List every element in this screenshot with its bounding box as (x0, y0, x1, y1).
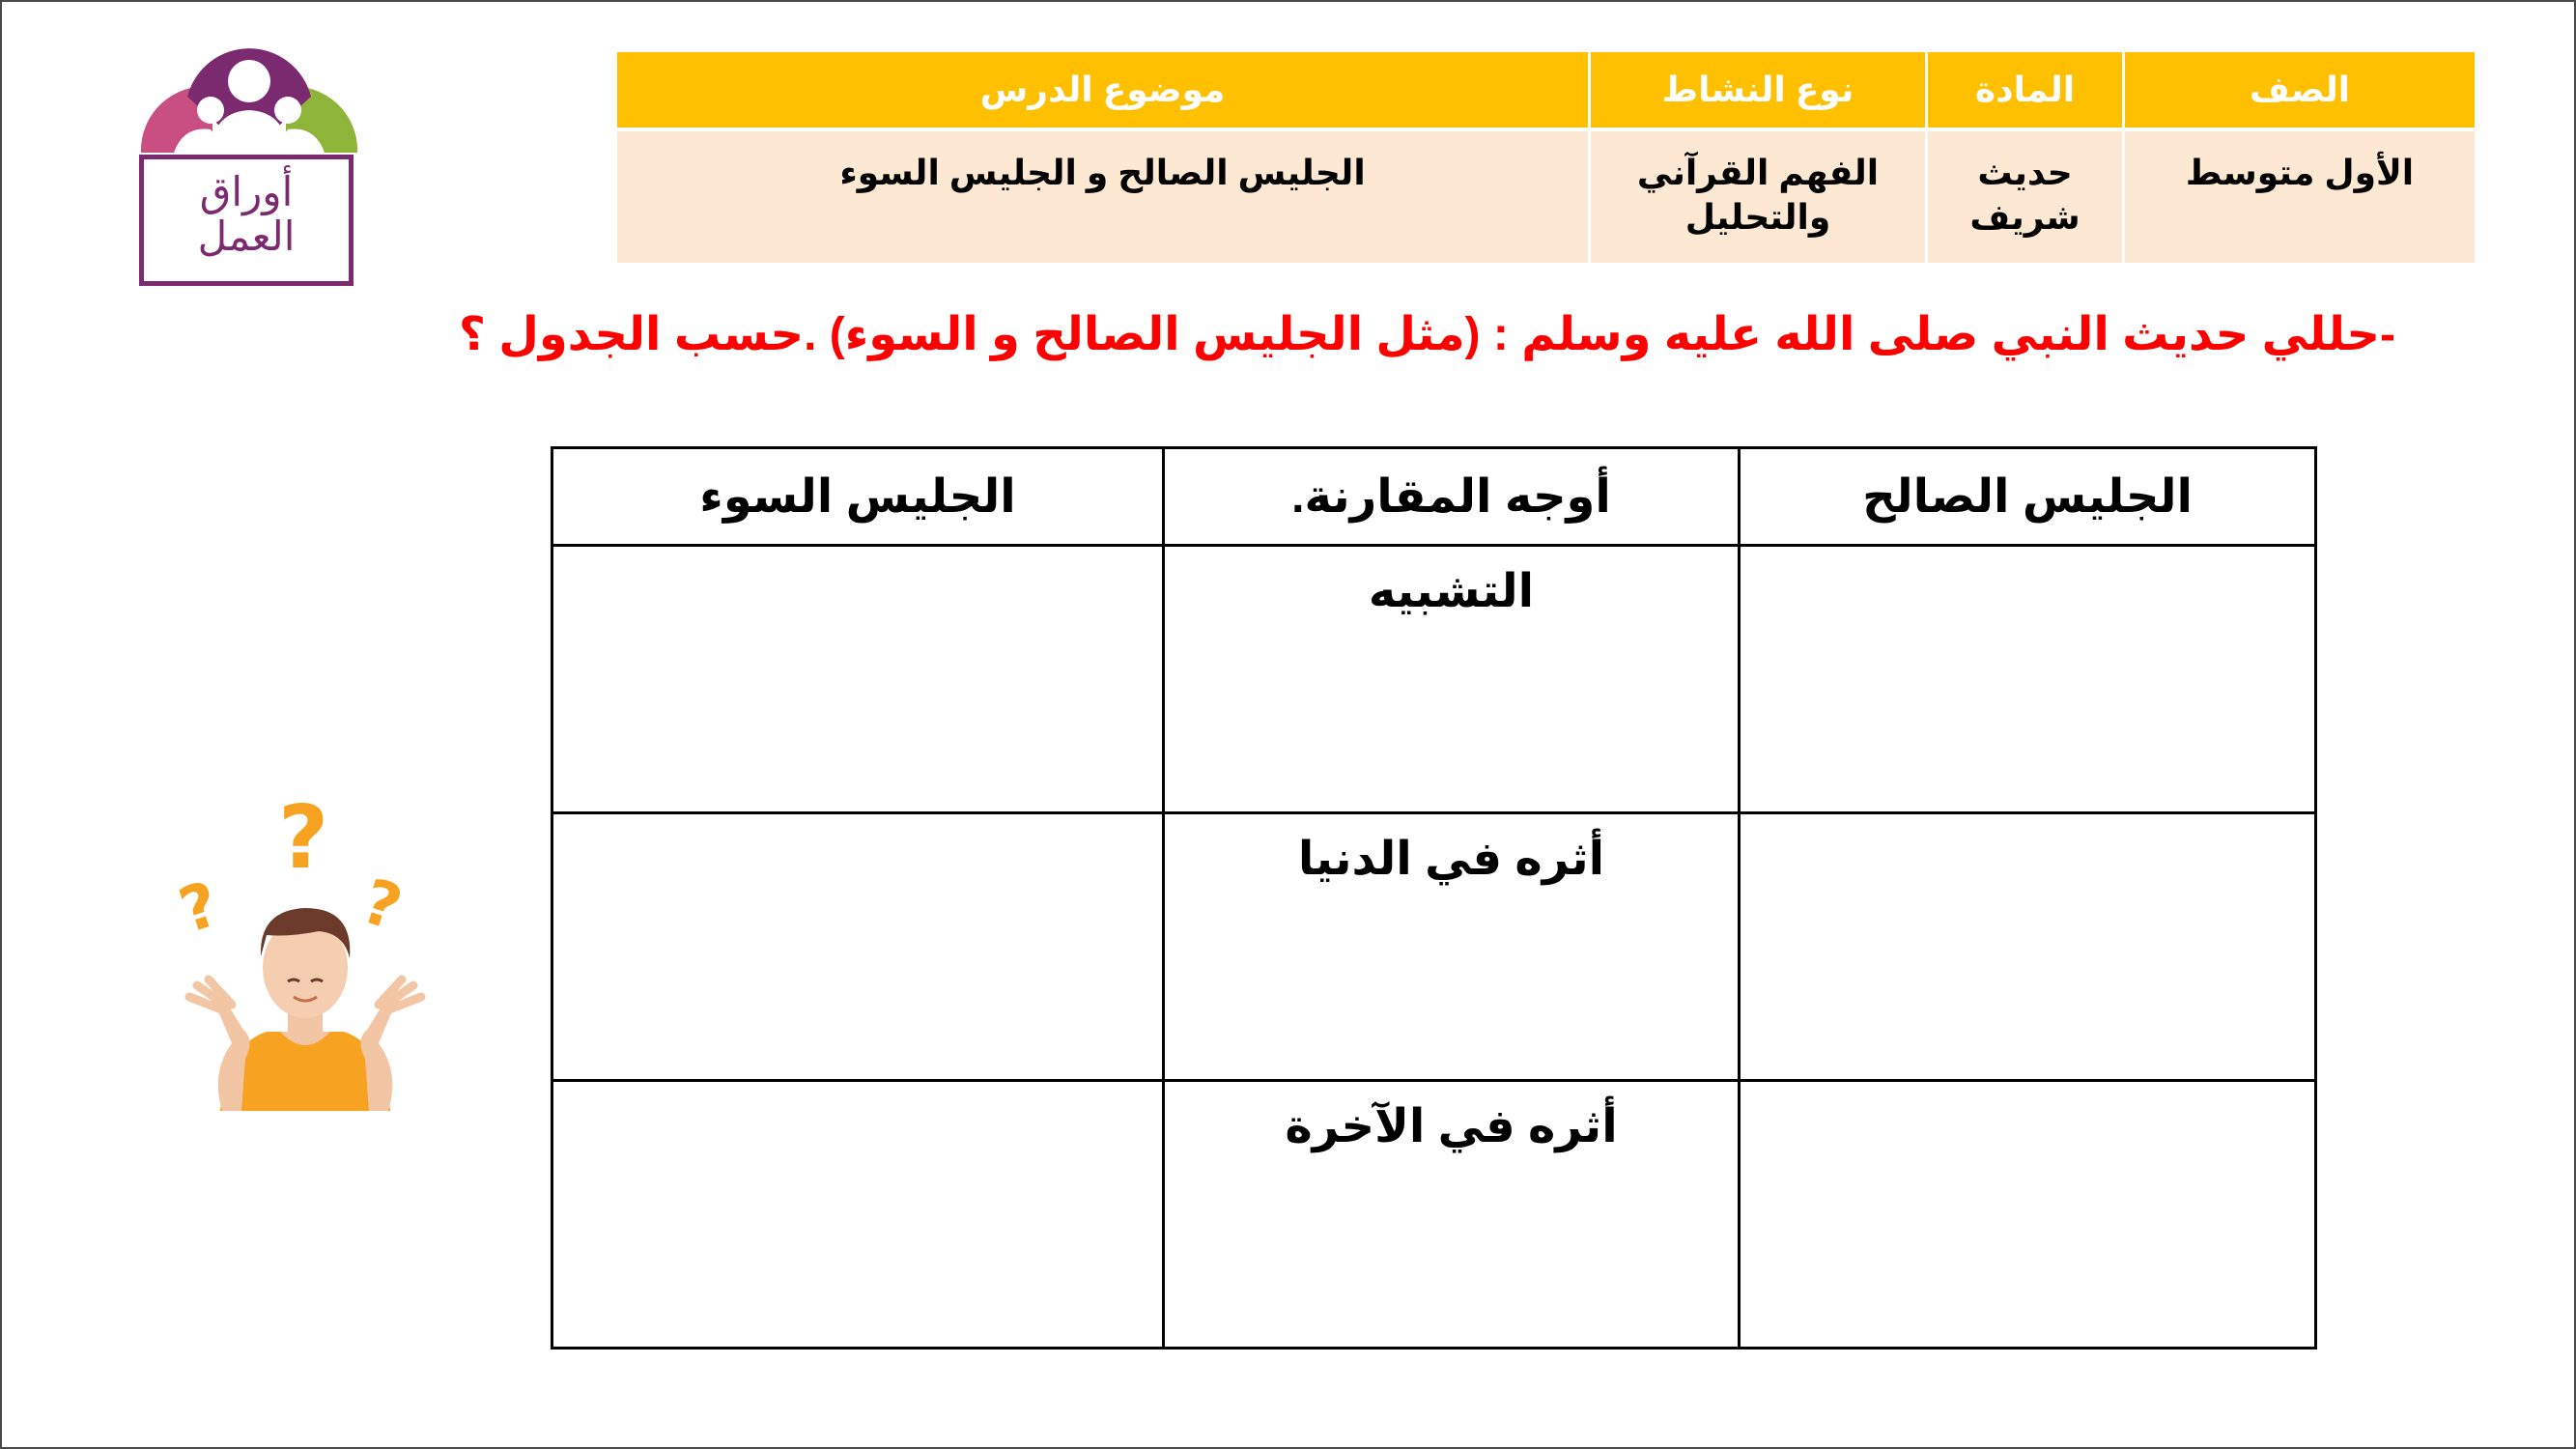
header-grade: الصف (2124, 52, 2477, 129)
value-activity-line1: الفهم القرآني (1636, 153, 1880, 192)
value-subject-line1: حديث (1977, 153, 2073, 192)
good-cell-1[interactable] (1740, 546, 2316, 813)
question-mark-icon: ? (278, 792, 329, 889)
question-mark-icon: ? (174, 868, 228, 949)
logo-box (139, 155, 354, 286)
value-grade: الأول متوسط (2124, 129, 2477, 263)
aspect-cell-2: أثره في الدنيا (1164, 813, 1740, 1081)
bad-cell-1[interactable] (552, 546, 1164, 813)
info-value-row (616, 129, 2477, 263)
logo-arch-icon (135, 29, 363, 174)
confused-person-icon (174, 792, 437, 1111)
header-subject: المادة (1927, 52, 2124, 129)
instruction-text: -حللي حديث النبي صلى الله عليه وسلم : (مثل الجليس الصالح و السوء) .حسب الجدول ؟ (459, 309, 2395, 360)
value-subject-line2: شريف (1969, 197, 2081, 237)
bad-cell-3[interactable] (552, 1081, 1164, 1349)
comparison-header-row (552, 448, 2316, 546)
value-subject (1927, 129, 2124, 263)
bad-cell-2[interactable] (552, 813, 1164, 1081)
comparison-table (551, 446, 2317, 1350)
table-row (552, 1081, 2316, 1349)
info-header-row (616, 52, 2477, 129)
question-mark-icon: ? (354, 866, 410, 946)
confused-person-illustration (174, 792, 437, 1111)
header-aspects: أوجه المقارنة. (1164, 448, 1740, 546)
logo-text-line1: أوراق (199, 168, 294, 215)
table-row (552, 546, 2316, 813)
lesson-info-table (614, 52, 2477, 263)
value-activity (1590, 129, 1927, 263)
header-bad-companion: الجليس السوء (552, 448, 1164, 546)
table-row (552, 813, 2316, 1081)
good-cell-2[interactable] (1740, 813, 2316, 1081)
aspect-cell-3: أثره في الآخرة (1164, 1081, 1740, 1349)
good-cell-3[interactable] (1740, 1081, 2316, 1349)
worksheets-logo (135, 29, 363, 267)
header-good-companion: الجليس الصالح (1740, 448, 2316, 546)
header-activity: نوع النشاط (1590, 52, 1927, 129)
value-topic: الجليس الصالح و الجليس السوء (616, 129, 1590, 263)
header-topic: موضوع الدرس (616, 52, 1590, 129)
aspect-cell-1: التشبيه (1164, 546, 1740, 813)
value-activity-line2: والتحليل (1684, 197, 1831, 237)
logo-text-line2: العمل (197, 213, 296, 260)
